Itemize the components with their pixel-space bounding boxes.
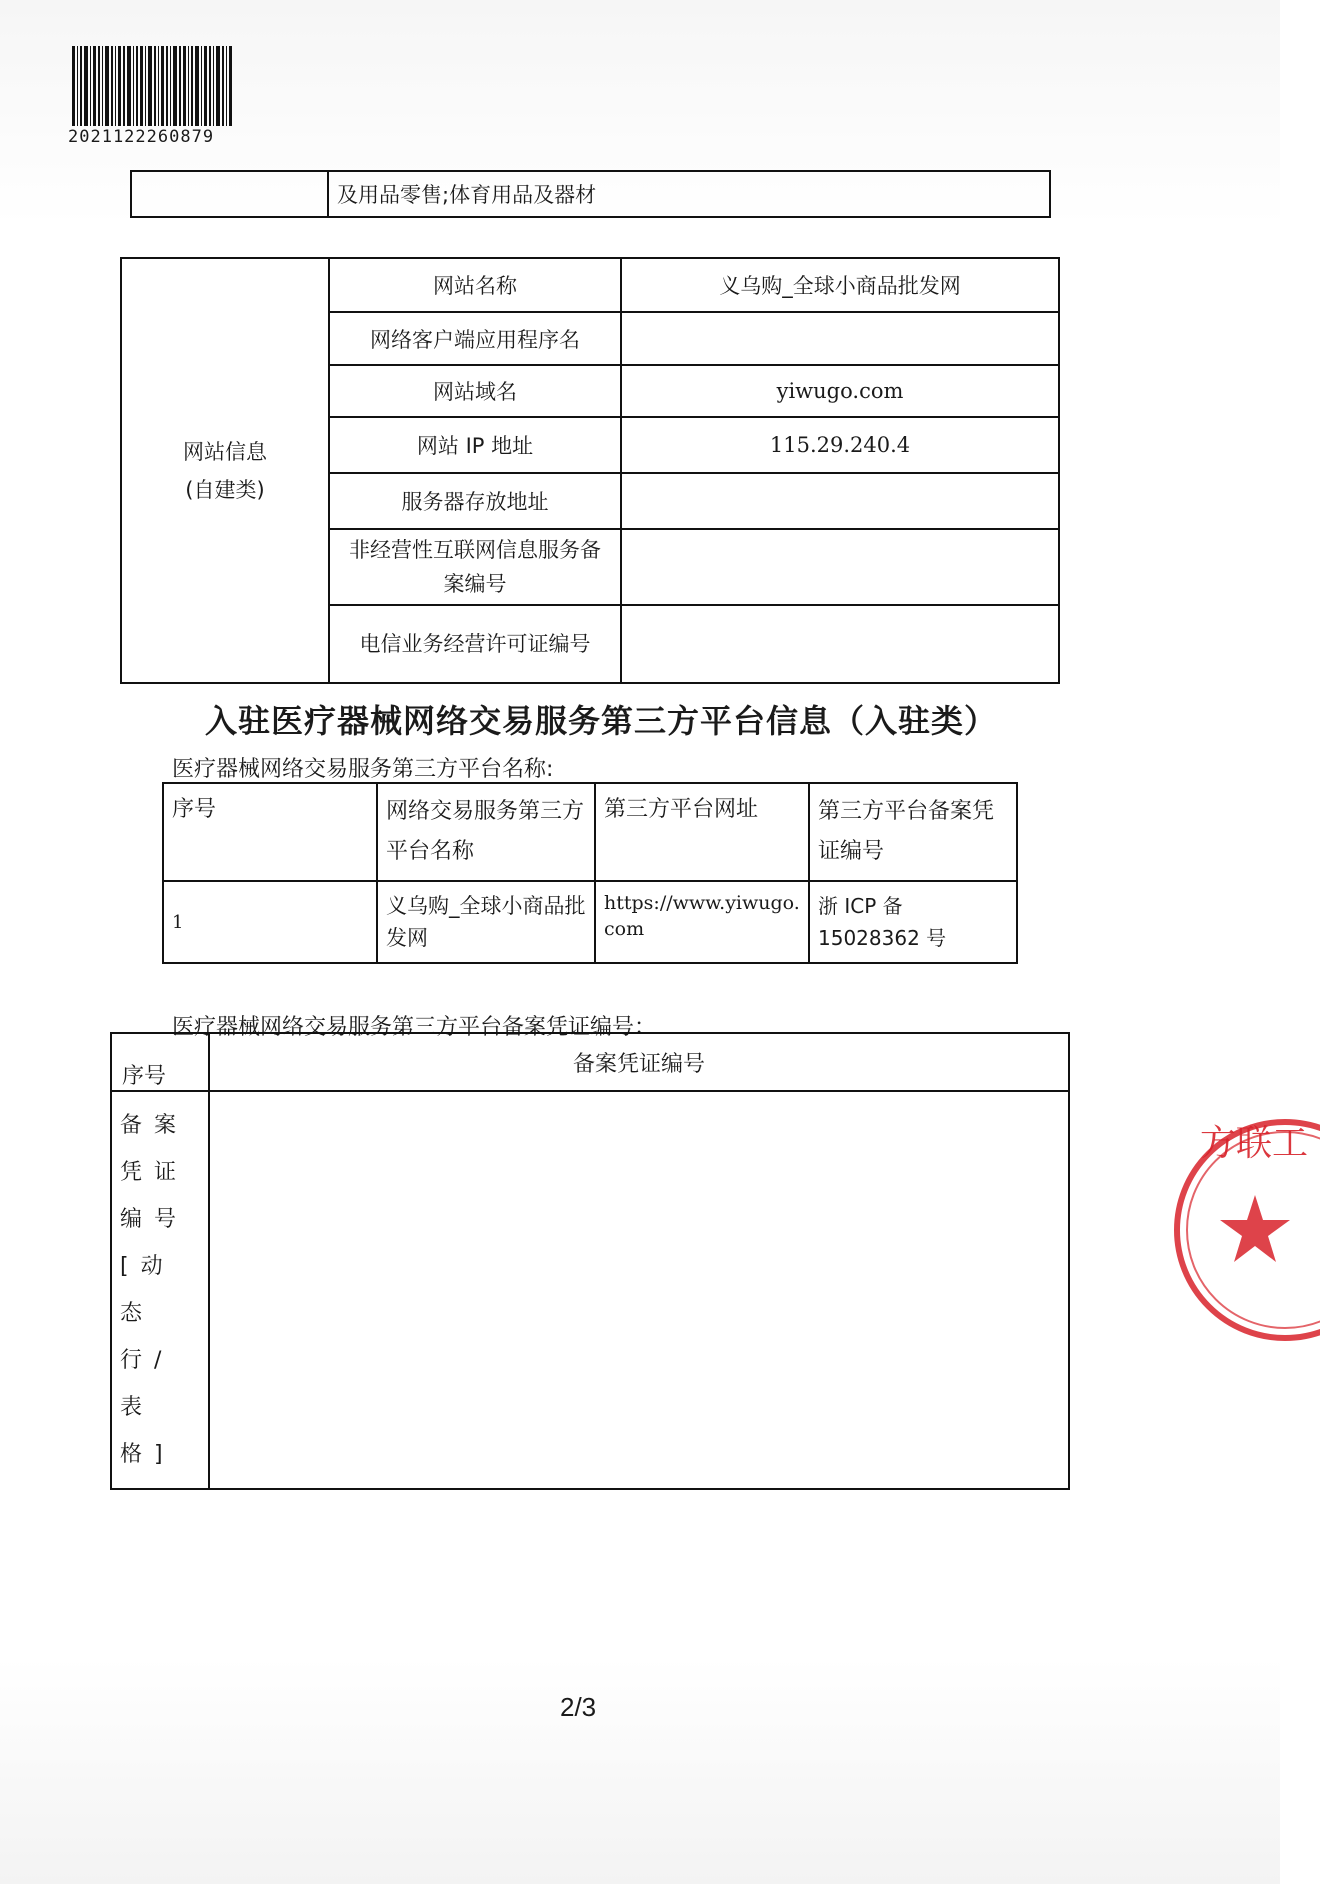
platform-col-name: 网络交易服务第三方平台名称 <box>377 783 595 881</box>
page-number: 2/3 <box>560 1692 597 1722</box>
platform-name-subtitle: 医疗器械网络交易服务第三方平台名称: <box>172 757 554 782</box>
icp-record-label: 非经营性互联网信息服务备案编号 <box>329 529 621 605</box>
telecom-license-label: 电信业务经营许可证编号 <box>329 605 621 683</box>
platform-row-index: 1 <box>163 881 377 963</box>
platform-row-record: 浙 ICP 备 15028362 号 <box>809 881 1017 963</box>
icp-record-value <box>621 529 1059 605</box>
website-info-table <box>120 257 1060 684</box>
top-table-empty-cell <box>131 171 328 217</box>
telecom-license-value <box>621 605 1059 683</box>
website-info-section-label <box>121 258 329 683</box>
top-table <box>130 170 1051 218</box>
client-app-name-value <box>621 312 1059 365</box>
server-location-label: 服务器存放地址 <box>329 473 621 529</box>
server-location-value <box>621 473 1059 529</box>
barcode-number: 2021122260879 <box>68 127 215 147</box>
domain-value: yiwugo.com <box>621 365 1059 417</box>
section-label-line1: 网站信息 <box>183 439 267 464</box>
record-row-value <box>209 1091 1069 1489</box>
platform-col-url: 第三方平台网址 <box>595 783 809 881</box>
ip-address-label: 网站 IP 地址 <box>329 417 621 473</box>
record-col-number: 备案凭证编号 <box>209 1033 1069 1091</box>
table-row <box>111 1091 1069 1489</box>
domain-label: 网站域名 <box>329 365 621 417</box>
ip-address-value: 115.29.240.4 <box>621 417 1059 473</box>
record-number-subtitle: 医疗器械网络交易服务第三方平台备案凭证编号： <box>172 1015 657 1040</box>
client-app-name-label: 网络客户端应用程序名 <box>329 312 621 365</box>
section-label-line2: (自建类) <box>185 477 265 502</box>
platform-col-record: 第三方平台备案凭证编号 <box>809 783 1017 881</box>
platform-col-index: 序号 <box>163 783 377 881</box>
platform-section-title: 入驻医疗器械网络交易服务第三方平台信息（入驻类） <box>205 702 998 740</box>
website-name-value: 义乌购_全球小商品批发网 <box>621 258 1059 312</box>
red-seal <box>1180 1095 1320 1355</box>
platform-table <box>162 782 1018 964</box>
platform-row-url: https://www.yiwugo.com <box>595 881 809 963</box>
record-number-table <box>110 1032 1070 1490</box>
record-row-label: 备案凭证编号[动态行/表格] <box>111 1091 209 1489</box>
seal-text: 方联工 <box>1200 1123 1309 1164</box>
top-table-business-scope: 及用品零售;体育用品及器材 <box>328 171 1050 217</box>
table-row <box>163 881 1017 963</box>
platform-row-name: 义乌购_全球小商品批发网 <box>377 881 595 963</box>
website-name-label: 网站名称 <box>329 258 621 312</box>
record-col-index: 序号 <box>111 1033 209 1091</box>
